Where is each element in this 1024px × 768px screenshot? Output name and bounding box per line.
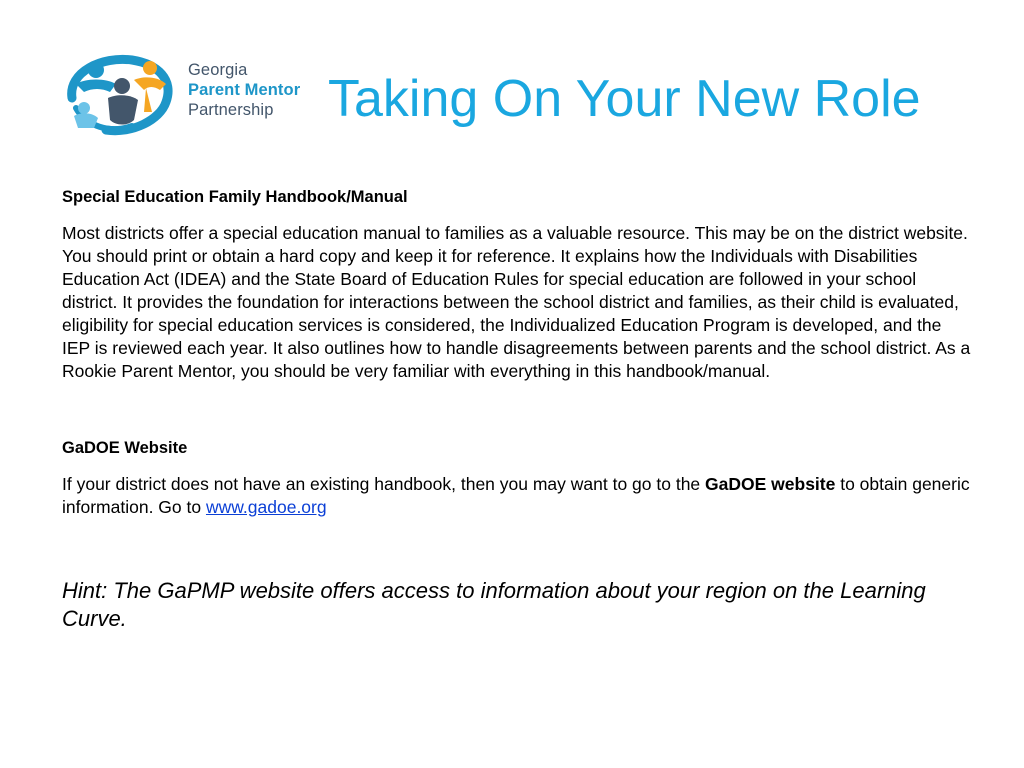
- gadoe-heading: GaDOE Website: [62, 439, 188, 457]
- spacer: [62, 383, 972, 437]
- logo-text: [188, 60, 300, 120]
- logo-line-parent-mentor: Parent Mentor: [188, 81, 301, 99]
- gadoe-body-text: If your district does not have an existing handbook, then you may want to go to the: [62, 474, 706, 494]
- hint-text: Hint: The GaPMP website offers access to information about your region on the Learning Curve.: [62, 578, 926, 631]
- gadoe-body: [62, 473, 972, 519]
- gadoe-website-emphasis: GaDOE website: [705, 474, 836, 494]
- logo-figures-icon: [62, 50, 178, 140]
- gadoe-body-text-continued: to obtain generic information. Go to: [62, 474, 970, 517]
- slide-title: Taking On Your New Role: [328, 70, 921, 128]
- slide-content: [62, 186, 972, 633]
- handbook-body: Most districts offer a special education manual to families as a valuable resource. This may be on the district website. You should print or obtain a hard copy and keep it for reference. It explains how the Individuals with Disabilities Education Act (IDEA) and the State Board of Education Rules for special education are followed in your school district. It provides the foundation for interactions between the school district and families, as their child is evaluated, eligibility for special education services is considered, the Individualized Education Program is developed, and the IEP is reviewed each year. It also outlines how to handle disagreements between parents and the school district. As a Rookie Parent Mentor, you should be very familiar with everything in this handbook/manual.: [62, 223, 971, 381]
- gadoe-link[interactable]: www.gadoe.org: [205, 497, 327, 517]
- spacer: [62, 519, 972, 577]
- gapmp-logo: [62, 44, 312, 140]
- handbook-heading: Special Education Family Handbook/Manual: [62, 188, 408, 206]
- logo-line-georgia: Georgia: [188, 61, 248, 79]
- logo-line-partnership: Partnership: [188, 101, 274, 119]
